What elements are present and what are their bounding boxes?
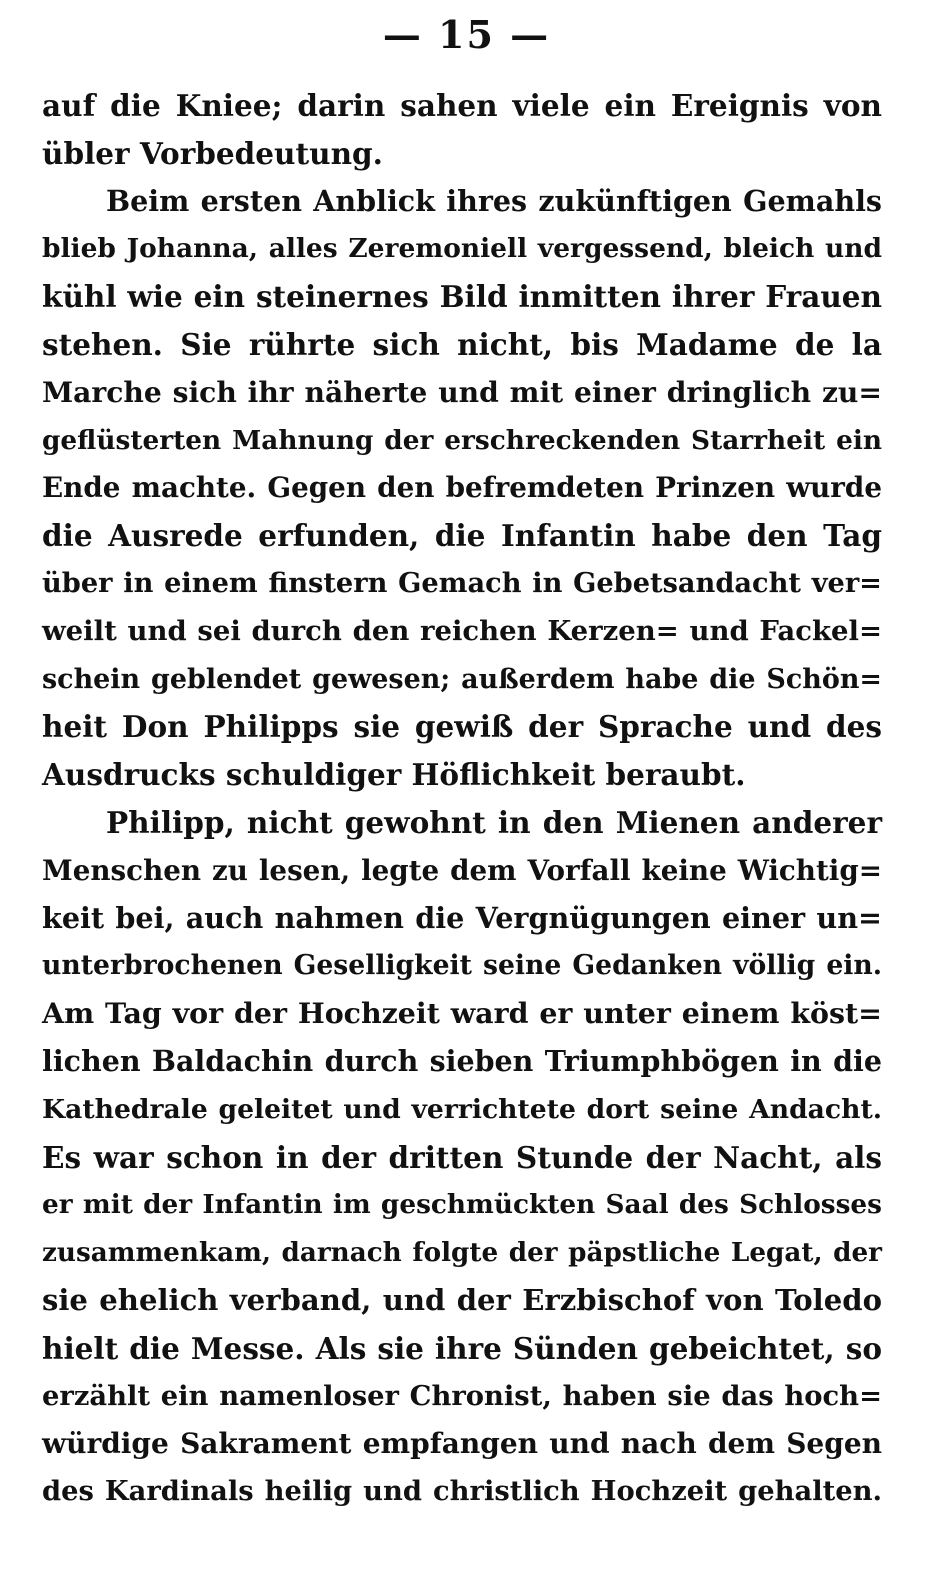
text-line: kühl wie ein steinernes Bild inmitten ihrer Frauen xyxy=(42,279,882,315)
text-line: keit bei, auch nahmen die Vergnügungen einer un= xyxy=(42,900,882,935)
text-line: schein geblendet gewesen; außerdem habe die Schön= xyxy=(42,663,882,695)
text-line: hielt die Messe. Als sie ihre Sünden gebeichtet, so xyxy=(42,1330,882,1366)
text-line: die Ausrede erfunden, die Infantin habe den Tag xyxy=(42,518,882,554)
text-line: Kathedrale geleitet und verrichtete dort seine Andacht. xyxy=(42,1093,882,1125)
text-line: erzählt ein namenloser Chronist, haben sie das hoch= xyxy=(42,1379,882,1412)
text-line: blieb Johanna, alles Zeremoniell vergessend, bleich und xyxy=(42,233,882,265)
body-text xyxy=(42,82,882,1516)
text-line: würdige Sakrament empfangen und nach dem Segen xyxy=(42,1427,882,1461)
text-line: Ende machte. Gegen den befremdeten Prinzen wurde xyxy=(42,471,882,505)
text-line: Philipp, nicht gewohnt in den Mienen anderer xyxy=(106,804,882,840)
text-line: Marche sich ihr näherte und mit einer dringlich zu= xyxy=(42,375,882,409)
text-line: Beim ersten Anblick ihres zukünftigen Gemahls xyxy=(106,183,882,218)
text-line: übler Vorbedeutung. xyxy=(42,135,383,171)
text-line: lichen Baldachin durch sieben Triumphbögen in die xyxy=(42,1043,882,1078)
text-line: Am Tag vor der Hochzeit ward er unter einem köst= xyxy=(42,996,882,1031)
text-line: weilt und sei durch den reichen Kerzen= und Fackel= xyxy=(42,614,882,647)
text-line: Es war schon in der dritten Stunde der Nacht, als xyxy=(42,1139,882,1175)
text-line: geflüsterten Mahnung der erschreckenden Starrheit ein xyxy=(42,424,882,456)
text-line: Ausdrucks schuldiger Höflichkeit beraubt. xyxy=(42,757,746,793)
text-line: des Kardinals heilig und christlich Hochzeit gehalten. xyxy=(42,1475,882,1508)
text-line: sie ehelich verband, und der Erzbischof von Toledo xyxy=(42,1282,882,1317)
text-line: Menschen zu lesen, legte dem Vorfall keine Wichtig= xyxy=(42,853,882,887)
page-number: — 15 — xyxy=(382,12,551,57)
text-line: heit Don Philipps sie gewiß der Sprache und des xyxy=(42,709,882,745)
text-line: auf die Kniee; darin sahen viele ein Ereignis von xyxy=(42,88,882,123)
text-line: stehen. Sie rührte sich nicht, bis Madame de la xyxy=(42,326,882,362)
text-line: über in einem finstern Gemach in Gebetsandacht ver= xyxy=(42,566,882,599)
text-line: er mit der Infantin im geschmückten Saal des Schlosses xyxy=(42,1189,882,1221)
text-line: unterbrochenen Geselligkeit seine Gedanken völlig ein. xyxy=(42,950,882,982)
text-line: zusammenkam, darnach folgte der päpstliche Legat, der xyxy=(42,1237,882,1269)
